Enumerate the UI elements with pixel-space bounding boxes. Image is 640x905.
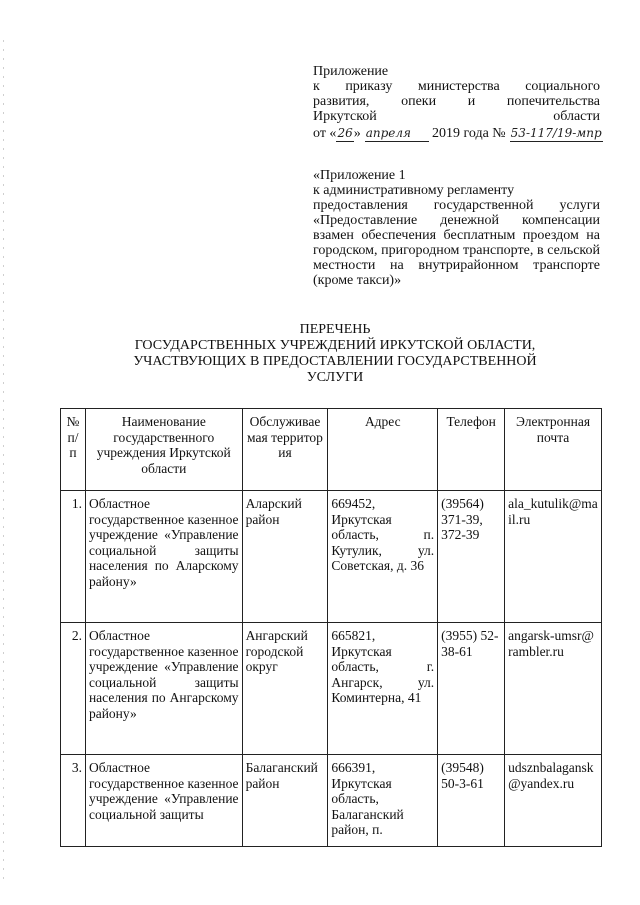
appendix-title: Приложение [313, 64, 389, 79]
appendix-block [313, 64, 600, 142]
reglament-block [313, 168, 600, 288]
row-territory: Балаганский район [242, 755, 328, 847]
table-row [61, 491, 602, 623]
handwritten-month: апреля [365, 126, 429, 142]
row-email: angarsk-umsr@rambler.ru [505, 623, 602, 755]
row-phone: (39564) 371-39, 372-39 [438, 491, 505, 623]
row-num: 2. [61, 623, 86, 755]
reglament-line-1: к административному регламенту [313, 183, 515, 198]
row-address: 665821, Иркутская область, г. Ангарск, ул. Коминтерна, 41 [328, 623, 438, 755]
word: попечительства [506, 94, 600, 109]
word: министерства [417, 79, 500, 94]
row-phone: (39548) 50-3-61 [438, 755, 505, 847]
date-suffix: 2019 года № [431, 126, 506, 141]
row-email: udsznbalagansk@yandex.ru [505, 755, 602, 847]
list-title [100, 322, 570, 386]
handwritten-order-number: 53-117/19-мпр [510, 126, 602, 140]
word: и [467, 94, 476, 109]
row-phone: (3955) 52-38-61 [438, 623, 505, 755]
row-address: 666391, Иркутская область, Балаганский район, п. [328, 755, 438, 847]
reglament-body: предоставления государственной услуги «Предоставление денежной компенсации взамен обеспечения бесплатным проездом на городском, пригородном транспорте, в сельской местности на внутрирайонном транспорте (кроме такси)» [313, 198, 600, 288]
row-num: 1. [61, 491, 86, 623]
appendix-line-2 [313, 94, 600, 109]
row-name: Областное государственное казенное учреждение «Управление социальной защиты населения по Аларскому району» [85, 491, 242, 623]
header-email: Электронная почта [505, 409, 602, 491]
word: развития, [313, 94, 370, 109]
table-row [61, 755, 602, 847]
header-num: № п/п [61, 409, 86, 491]
list-title-line: УСЛУГИ [306, 370, 364, 385]
header-territory: Обслуживаемая территория [242, 409, 328, 491]
date-prefix: от « [313, 126, 337, 141]
reglament-title: «Приложение 1 [313, 168, 406, 183]
word: приказу [345, 79, 393, 94]
row-address: 669452, Иркутская область, п. Кутулик, ул. Советская, д. 36 [328, 491, 438, 623]
table-header-row [61, 409, 602, 491]
list-title-line: УЧАСТВУЮЩИХ В ПРЕДОСТАВЛЕНИИ ГОСУДАРСТВЕННОЙ [133, 354, 537, 369]
date-quote: » [353, 126, 361, 141]
handwritten-day: 26 [337, 126, 353, 140]
header-address: Адрес [328, 409, 438, 491]
word: социального [525, 79, 600, 94]
word: опеки [401, 94, 437, 109]
list-title-line: ГОСУДАРСТВЕННЫХ УЧРЕЖДЕНИЙ ИРКУТСКОЙ ОБЛАСТИ, [134, 338, 536, 353]
appendix-line-3 [313, 109, 600, 124]
scan-edge-dots [3, 40, 4, 880]
row-territory: Ангарский городской округ [242, 623, 328, 755]
list-title-line: ПЕРЕЧЕНЬ [299, 322, 371, 337]
word: области [553, 109, 600, 124]
row-num: 3. [61, 755, 86, 847]
word: Иркутской [313, 109, 377, 124]
appendix-date-line [313, 126, 600, 142]
appendix-line-1 [313, 79, 600, 94]
institutions-table [60, 408, 602, 847]
header-name: Наименование государственного учреждения Иркутской области [85, 409, 242, 491]
header-phone: Телефон [438, 409, 505, 491]
row-territory: Аларский район [242, 491, 328, 623]
word: к [313, 79, 320, 94]
row-email: ala_kutulik@mail.ru [505, 491, 602, 623]
row-name: Областное государственное казенное учреждение «Управление социальной защиты [85, 755, 242, 847]
table-row [61, 623, 602, 755]
row-name: Областное государственное казенное учреждение «Управление социальной защиты населения по Ангарскому району» [85, 623, 242, 755]
